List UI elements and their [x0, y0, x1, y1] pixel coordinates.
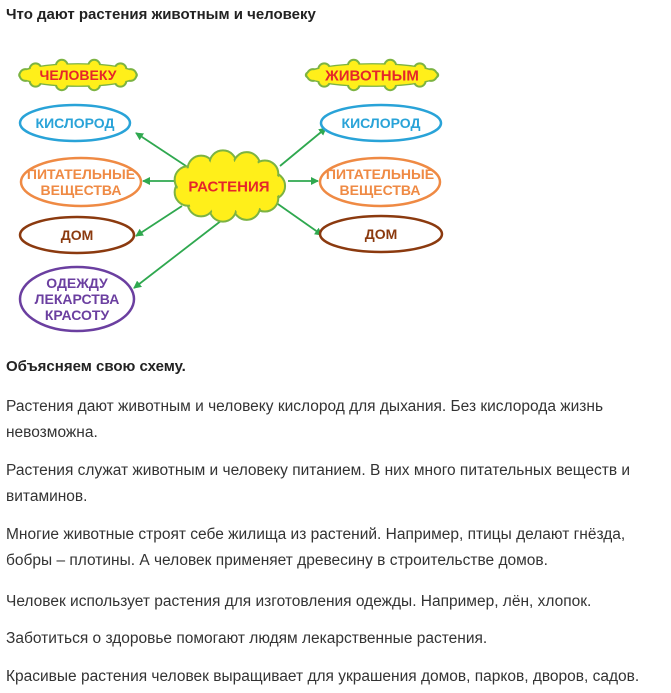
center-cloud-plants-label: РАСТЕНИЯ	[188, 178, 270, 196]
left-oval-4	[20, 267, 134, 331]
arrow-to-left-home	[136, 206, 182, 236]
right-oval-1	[321, 105, 441, 141]
right-oval-1-text: КИСЛОРОД	[341, 115, 421, 131]
header-cloud-animals	[306, 60, 438, 90]
left-oval-4-text: ОДЕЖДУ	[46, 275, 108, 291]
left-oval-2-text: ВЕЩЕСТВА	[40, 182, 122, 198]
left-oval-4-text: КРАСОТУ	[44, 307, 110, 323]
header-cloud-human	[19, 60, 137, 90]
left-oval-2	[21, 158, 141, 206]
paragraph-nutrition: Растения служат животным и человеку питанием. В них много питательных веществ и витаминов.	[6, 462, 631, 505]
page-title: Что дают растения животным и человеку	[6, 6, 316, 23]
center-cloud-plants	[175, 150, 285, 221]
plants-benefits-diagram	[0, 40, 460, 340]
left-oval-2-text: ПИТАТЕЛЬНЫЕ	[26, 166, 136, 182]
header-cloud-human-label: ЧЕЛОВЕКУ	[39, 67, 117, 84]
paragraph-housing: Многие животные строят себе жилища из растений. Например, птицы делают гнёзда, бобры – плотины. А человек применяет древесину в строительстве домов.	[6, 526, 626, 569]
right-oval-2-text: ВЕЩЕСТВА	[339, 182, 421, 198]
left-oval-4-text: ЛЕКАРСТВА	[34, 291, 120, 307]
left-oval-3-text: ДОМ	[60, 227, 94, 243]
header-cloud-animals-label: ЖИВОТНЫМ	[325, 67, 419, 85]
left-oval-1	[20, 105, 130, 141]
right-oval-3-text: ДОМ	[364, 226, 398, 242]
arrow-to-right-home	[275, 202, 322, 235]
paragraph-medicine: Заботиться о здоровье помогают людям лекарственные растения.	[6, 630, 488, 647]
right-oval-3	[320, 216, 442, 252]
left-oval-1-text: КИСЛОРОД	[35, 115, 115, 131]
arrow-to-left-oxygen	[136, 133, 186, 166]
arrow-to-right-oxygen	[280, 128, 326, 166]
left-oval-3	[20, 217, 134, 253]
right-oval-2	[320, 158, 440, 206]
right-oval-2-text: ПИТАТЕЛЬНЫЕ	[325, 166, 435, 182]
paragraph-beauty: Красивые растения человек выращивает для украшения домов, парков, дворов, садов.	[6, 668, 640, 685]
subheading: Объясняем свою схему.	[6, 358, 186, 375]
paragraph-clothing: Человек использует растения для изготовления одежды. Например, лён, хлопок.	[6, 593, 592, 610]
paragraph-oxygen: Растения дают животным и человеку кислород для дыхания. Без кислорода жизнь невозможна.	[6, 398, 604, 441]
